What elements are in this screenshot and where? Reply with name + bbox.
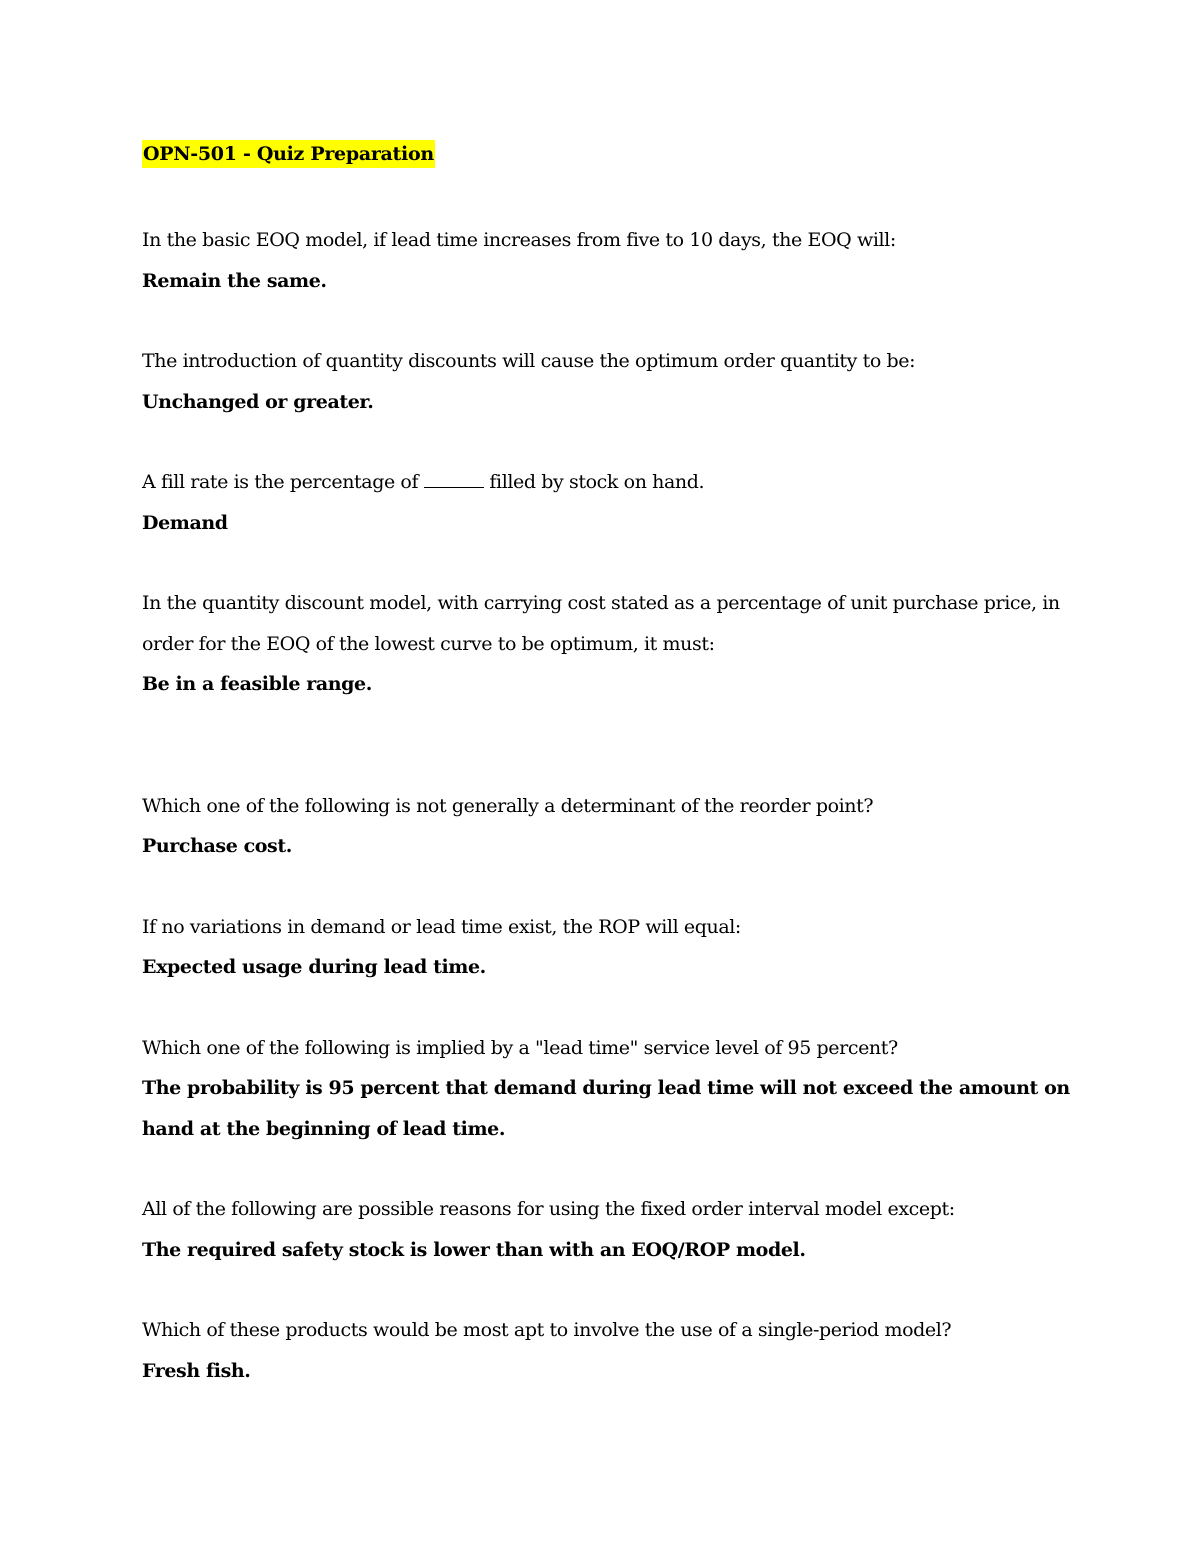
qa-item (142, 462, 1072, 543)
qa-item (142, 583, 1072, 705)
question-text (142, 462, 1072, 503)
answer-text: The required safety stock is lower than with an EOQ/ROP model. (142, 1238, 806, 1261)
question-text: Which one of the following is implied by a "lead time" service level of 95 percent? (142, 1036, 898, 1059)
question-text: In the basic EOQ model, if lead time increases from five to 10 days, the EOQ will: (142, 229, 896, 251)
document-title: OPN-501 - Quiz Preparation (142, 140, 435, 168)
question-text: All of the following are possible reasons for using the fixed order interval model except: (142, 1198, 955, 1220)
answer-text: Purchase cost. (142, 835, 292, 857)
answer-text: Expected usage during lead time. (142, 956, 486, 978)
qa-item (142, 220, 1072, 301)
qa-item (142, 341, 1072, 422)
title-row (142, 140, 1072, 176)
answer-text: Fresh fish. (142, 1359, 251, 1382)
qa-item (142, 1310, 1072, 1391)
qa-item (142, 786, 1072, 867)
question-text: If no variations in demand or lead time exist, the ROP will equal: (142, 915, 741, 938)
qa-item (142, 1189, 1072, 1270)
question-text: Which one of the following is not generally a determinant of the reorder point? (142, 794, 874, 817)
question-text: The introduction of quantity discounts will cause the optimum order quantity to be: (142, 350, 916, 372)
answer-text: The probability is 95 percent that demand during lead time will not exceed the amount on hand at the beginning of lead time. (142, 1077, 1070, 1140)
answer-text: Remain the same. (142, 269, 327, 292)
question-text-after-blank: filled by stock on hand. (489, 471, 705, 493)
document-body (142, 140, 1072, 1391)
question-text: Which of these products would be most apt to involve the use of a single-period model? (142, 1319, 952, 1341)
answer-text: Demand (142, 511, 228, 534)
answer-text: Unchanged or greater. (142, 390, 374, 413)
answer-text: Be in a feasible range. (142, 673, 372, 695)
question-text-before-blank: A fill rate is the percentage of (142, 471, 419, 493)
question-text: In the quantity discount model, with carrying cost stated as a percentage of unit purchase price, in order for the EOQ of the lowest curve to be optimum, it must: (142, 592, 1060, 655)
fill-in-blank (424, 471, 484, 488)
qa-item (142, 1028, 1072, 1150)
qa-item (142, 907, 1072, 988)
